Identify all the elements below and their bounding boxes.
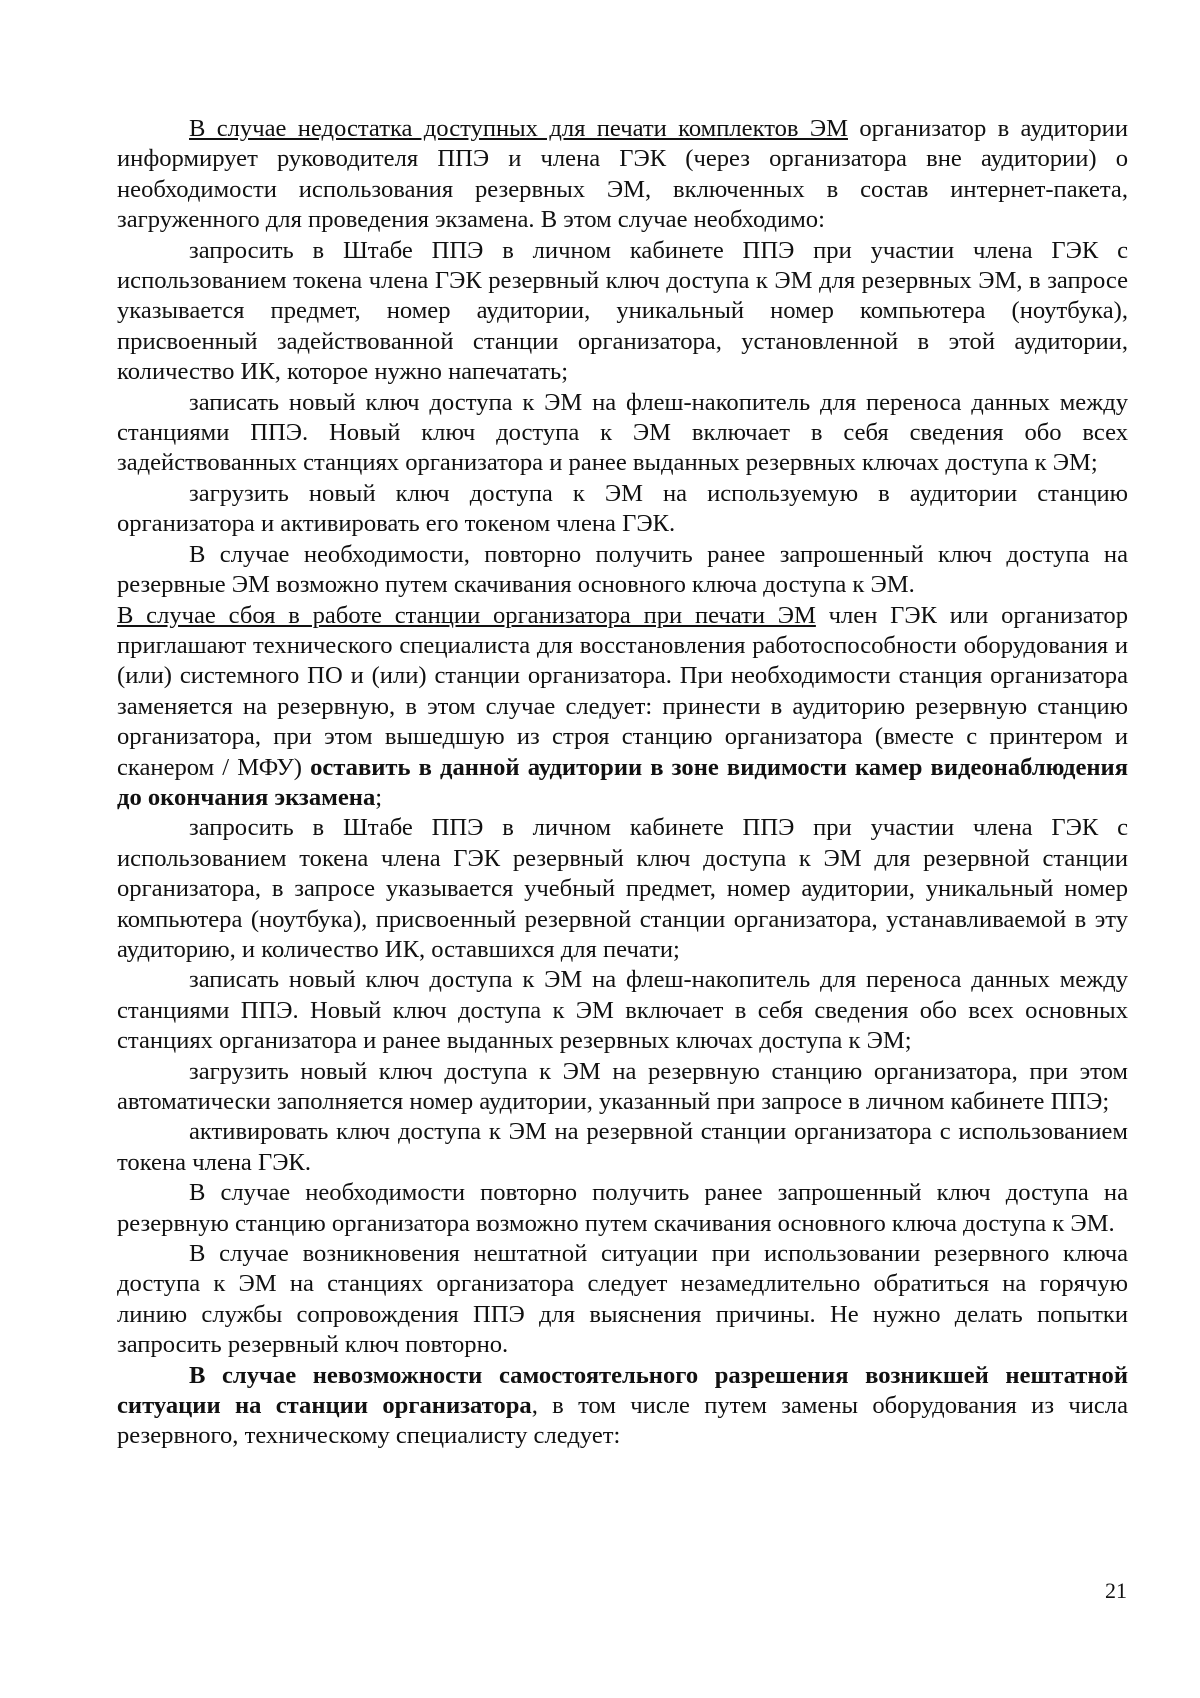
paragraph-hotline-instruction: В случае возникновения нештатной ситуации при использовании резервного ключа доступа к ЭМ на станциях организатора следует незамедлительно обратиться на горячую линию службы сопровождения ППЭ для выяснения причины. Не нужно делать попытки запросить резервный ключ повторно. xyxy=(117,1240,1128,1359)
paragraph-repeat-reserve-station-key: В случае необходимости повторно получить ранее запрошенный ключ доступа на резервную станцию организатора возможно путем скачивания основного ключа доступа к ЭМ. xyxy=(117,1179,1128,1237)
list-item-write-new-key-flash: записать новый ключ доступа к ЭМ на флеш-накопитель для переноса данных между станциями ППЭ. Новый ключ доступа к ЭМ включает в себя сведения обо всех основных станциях организатора и ранее выданных резервных ключах доступа к ЭМ; xyxy=(117,966,1128,1055)
list-item-request-reserve-key: запросить в Штабе ППЭ в личном кабинете ППЭ при участии члена ГЭК с использованием токена члена ГЭК резервный ключ доступа к ЭМ для резервных ЭМ, в запросе указывается предмет, номер аудитории, уникальный номер компьютера (ноутбука), присвоенный задействованной станции организатора, установленной в этой аудитории, количество ИК, которое нужно напечатать; xyxy=(117,236,1128,386)
list-item-load-activate-key: загрузить новый ключ доступа к ЭМ на используемую в аудитории станцию организатора и активировать его токеном члена ГЭК. xyxy=(117,479,1128,538)
list-item-request-reserve-station-key: запросить в Штабе ППЭ в личном кабинете ППЭ при участии члена ГЭК с использованием токена члена ГЭК резервный ключ доступа к ЭМ для резервной станции организатора, в запросе указывается учебный предмет, номер аудитории, уникальный номер компьютера (ноутбука), присвоенный резервной станции организатора, устанавливаемой в эту аудиторию, и количество ИК, оставшихся для печати; xyxy=(117,814,1128,963)
paragraph-reserve-em-shortage xyxy=(117,114,1128,236)
list-item-load-key-reserve-station: загрузить новый ключ доступа к ЭМ на резервную станцию организатора, при этом автоматически заполняется номер аудитории, указанный при запросе в личном кабинете ППЭ; xyxy=(117,1057,1128,1115)
underlined-heading-em-shortage: В случае недостатка доступных для печати комплектов ЭМ xyxy=(189,115,848,142)
paragraph-text: ; xyxy=(375,783,383,811)
underlined-heading-station-failure: В случае сбоя в работе станции организатора при печати ЭМ xyxy=(117,601,816,629)
paragraph-unresolved-situation xyxy=(117,1361,1128,1452)
paragraph-text: , в том числе путем замены оборудования из числа резервного, техническому специалисту следует: xyxy=(117,1392,1128,1450)
paragraph-text: член ГЭК или организатор приглашают технического специалиста для восстановления работоспособности оборудования и (или) системного ПО и (или) станции организатора. При необходимости станция организатора заменяется на резервную, в этом случае следует: принести в аудиторию резервную станцию организатора, при этом вышедшую из строя станцию организатора (вместе с принтером и сканером / МФУ) xyxy=(117,601,1129,781)
bold-instruction-keep-station: оставить в данной аудитории в зоне видимости камер видеонаблюдения до окончания экзамена xyxy=(117,753,1129,811)
paragraph-repeat-key-download: В случае необходимости, повторно получить ранее запрошенный ключ доступа на резервные ЭМ возможно путем скачивания основного ключа доступа к ЭМ. xyxy=(117,540,1128,599)
page-number: 21 xyxy=(1105,1578,1127,1603)
document-body xyxy=(117,114,1128,1452)
bold-heading-unresolved: В случае невозможности самостоятельного разрешения возникшей нештатной ситуации на станции организатора xyxy=(117,1361,1128,1420)
paragraph-station-failure xyxy=(117,601,1128,814)
paragraph-text: организатор в аудитории информирует руководителя ППЭ и члена ГЭК (через организатора вне аудитории) о необходимости использования резервных ЭМ, включенных в состав интернет-пакета, загруженного для проведения экзамена. В этом случае необходимо: xyxy=(117,115,1128,234)
list-item-write-key-flash: записать новый ключ доступа к ЭМ на флеш-накопитель для переноса данных между станциями ППЭ. Новый ключ доступа к ЭМ включает в себя сведения обо всех задействованных станциях организатора и ранее выданных резервных ключах доступа к ЭМ; xyxy=(117,388,1128,477)
list-item-activate-key-reserve-station: активировать ключ доступа к ЭМ на резервной станции организатора с использованием токена члена ГЭК. xyxy=(117,1118,1128,1176)
